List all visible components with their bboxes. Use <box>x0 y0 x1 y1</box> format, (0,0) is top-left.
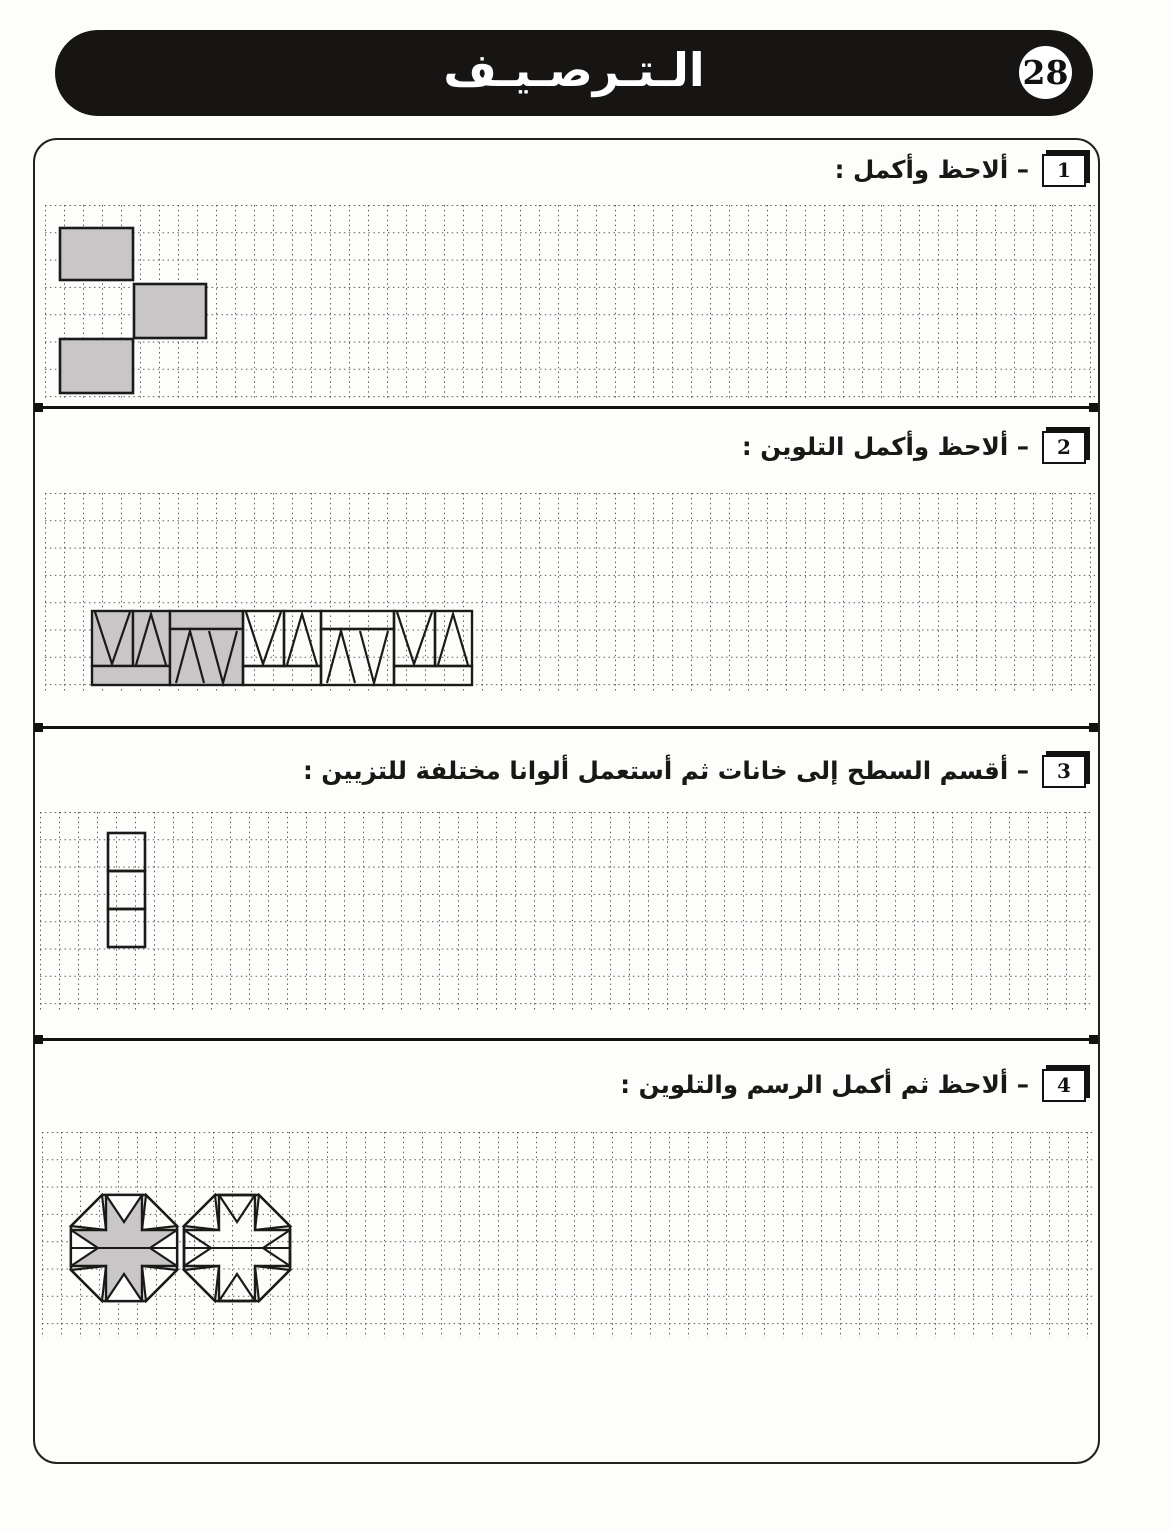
page-title: الـتـرصـيـف <box>443 43 705 97</box>
exercise-3-header <box>303 751 1086 791</box>
exercise-4-number: 4 <box>1042 1069 1086 1102</box>
page-number-badge: 28 <box>1019 46 1072 99</box>
exercise-1-tiling-grid <box>45 205 1095 401</box>
exercise-1-number: 1 <box>1042 154 1086 187</box>
exercise-4-header <box>620 1065 1086 1105</box>
section-separator-2 <box>35 726 1097 729</box>
exercise-2-number: 2 <box>1042 431 1086 464</box>
exercise-3-instruction: – أقسم السطح إلى خانات ثم أستعمل ألوانا مختلفة للتزيين : <box>302 756 1029 786</box>
exercise-4-instruction: – ألاحظ ثم أكمل الرسم والتلوين : <box>620 1070 1029 1100</box>
exercise-2-frieze-grid <box>45 493 1095 691</box>
section-separator-3 <box>35 1038 1097 1041</box>
title-banner <box>55 30 1093 116</box>
exercise-1-instruction: – ألاحظ وأكمل : <box>834 155 1029 185</box>
exercise-4-ornament-grid <box>42 1132 1095 1338</box>
exercise-2-header <box>742 427 1086 467</box>
exercise-2-instruction: – ألاحظ وأكمل التلوين : <box>741 432 1029 462</box>
section-separator-1 <box>35 406 1097 409</box>
exercise-3-surface-grid <box>40 812 1092 1010</box>
exercise-1-header <box>835 150 1086 190</box>
exercise-3-number: 3 <box>1042 755 1086 788</box>
